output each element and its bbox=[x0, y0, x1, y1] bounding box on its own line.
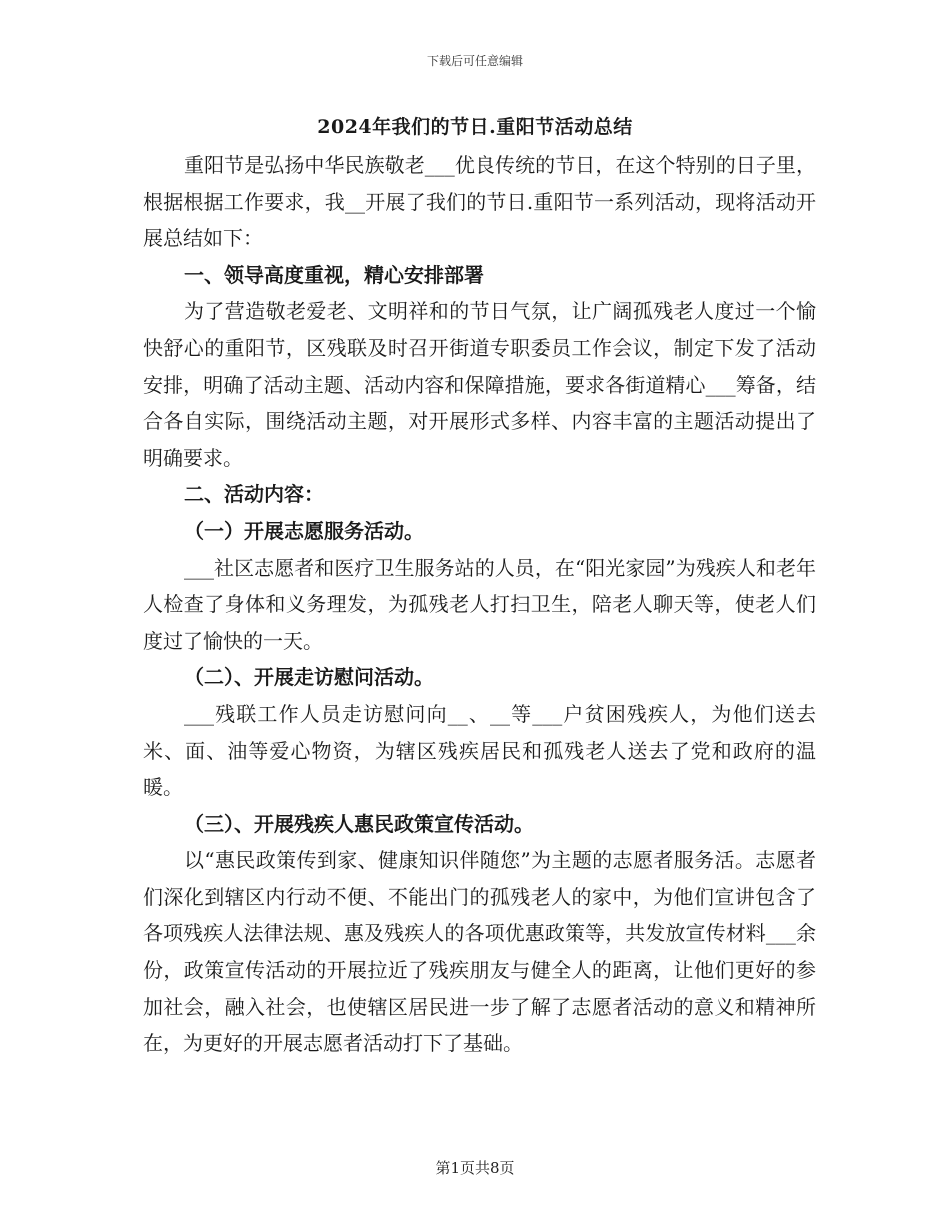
header-note: 下载后可任意编辑 bbox=[426, 54, 523, 68]
subsection-heading-3: （三）、开展残疾人惠民政策宣传活动。 bbox=[184, 811, 534, 836]
document-body bbox=[143, 147, 816, 1062]
subsection-2-paragraph: ___残联工作人员走访慰问向__、__等___户贫困残疾人，为他们送去米、面、油等爱心物资，为辖区残疾居民和孤残老人送去了党和政府的温暖。 bbox=[143, 701, 816, 800]
subsection-heading-2: （二）、开展走访慰问活动。 bbox=[184, 665, 434, 690]
subsection-1-paragraph: ___社区志愿者和医疗卫生服务站的人员，在“阳光家园”为残疾人和老年人检查了身体和义务理发，为孤残老人打扫卫生，陪老人聊天等，使老人们度过了愉快的一天。 bbox=[143, 555, 816, 653]
section-heading-2: 二、活动内容： bbox=[184, 482, 324, 507]
subsection-3-paragraph: 以“惠民政策传到家、健康知识伴随您”为主题的志愿者服务活。志愿者们深化到辖区内行动不便、不能出门的孤残老人的家中，为他们宣讲包含了各项残疾人法律法规、惠及残疾人的各项优惠政策等，共发放宣传材料___余份，政策宣传活动的开展拉近了残疾朋友与健全人的距离，让他们更好的参加社会，融入社会，也使辖区居民进一步了解了志愿者活动的意义和精神所在，为更好的开展志愿者活动打下了基础。 bbox=[143, 848, 816, 1056]
page-footer: 第1页共8页 bbox=[435, 1159, 515, 1177]
section-heading-1: 一、领导高度重视，精心安排部署 bbox=[184, 262, 484, 287]
intro-paragraph: 重阳节是弘扬中华民族敬老___优良传统的节日，在这个特别的日子里，根据根据工作要求，我__开展了我们的节日.重阳节一系列活动，现将活动开展总结如下： bbox=[143, 153, 816, 251]
section-1-paragraph: 为了营造敬老爱老、文明祥和的节日气氛，让广阔孤残老人度过一个愉快舒心的重阳节，区残联及时召开街道专职委员工作会议，制定下发了活动安排，明确了活动主题、活动内容和保障措施，要求各街道精心___筹备，结合各自实际，围绕活动主题，对开展形式多样、内容丰富的主题活动提出了明确要求。 bbox=[143, 299, 816, 470]
document-title: 2024年我们的节日.重阳节活动总结 bbox=[317, 116, 633, 138]
subsection-heading-1: （一）开展志愿服务活动。 bbox=[184, 518, 424, 543]
